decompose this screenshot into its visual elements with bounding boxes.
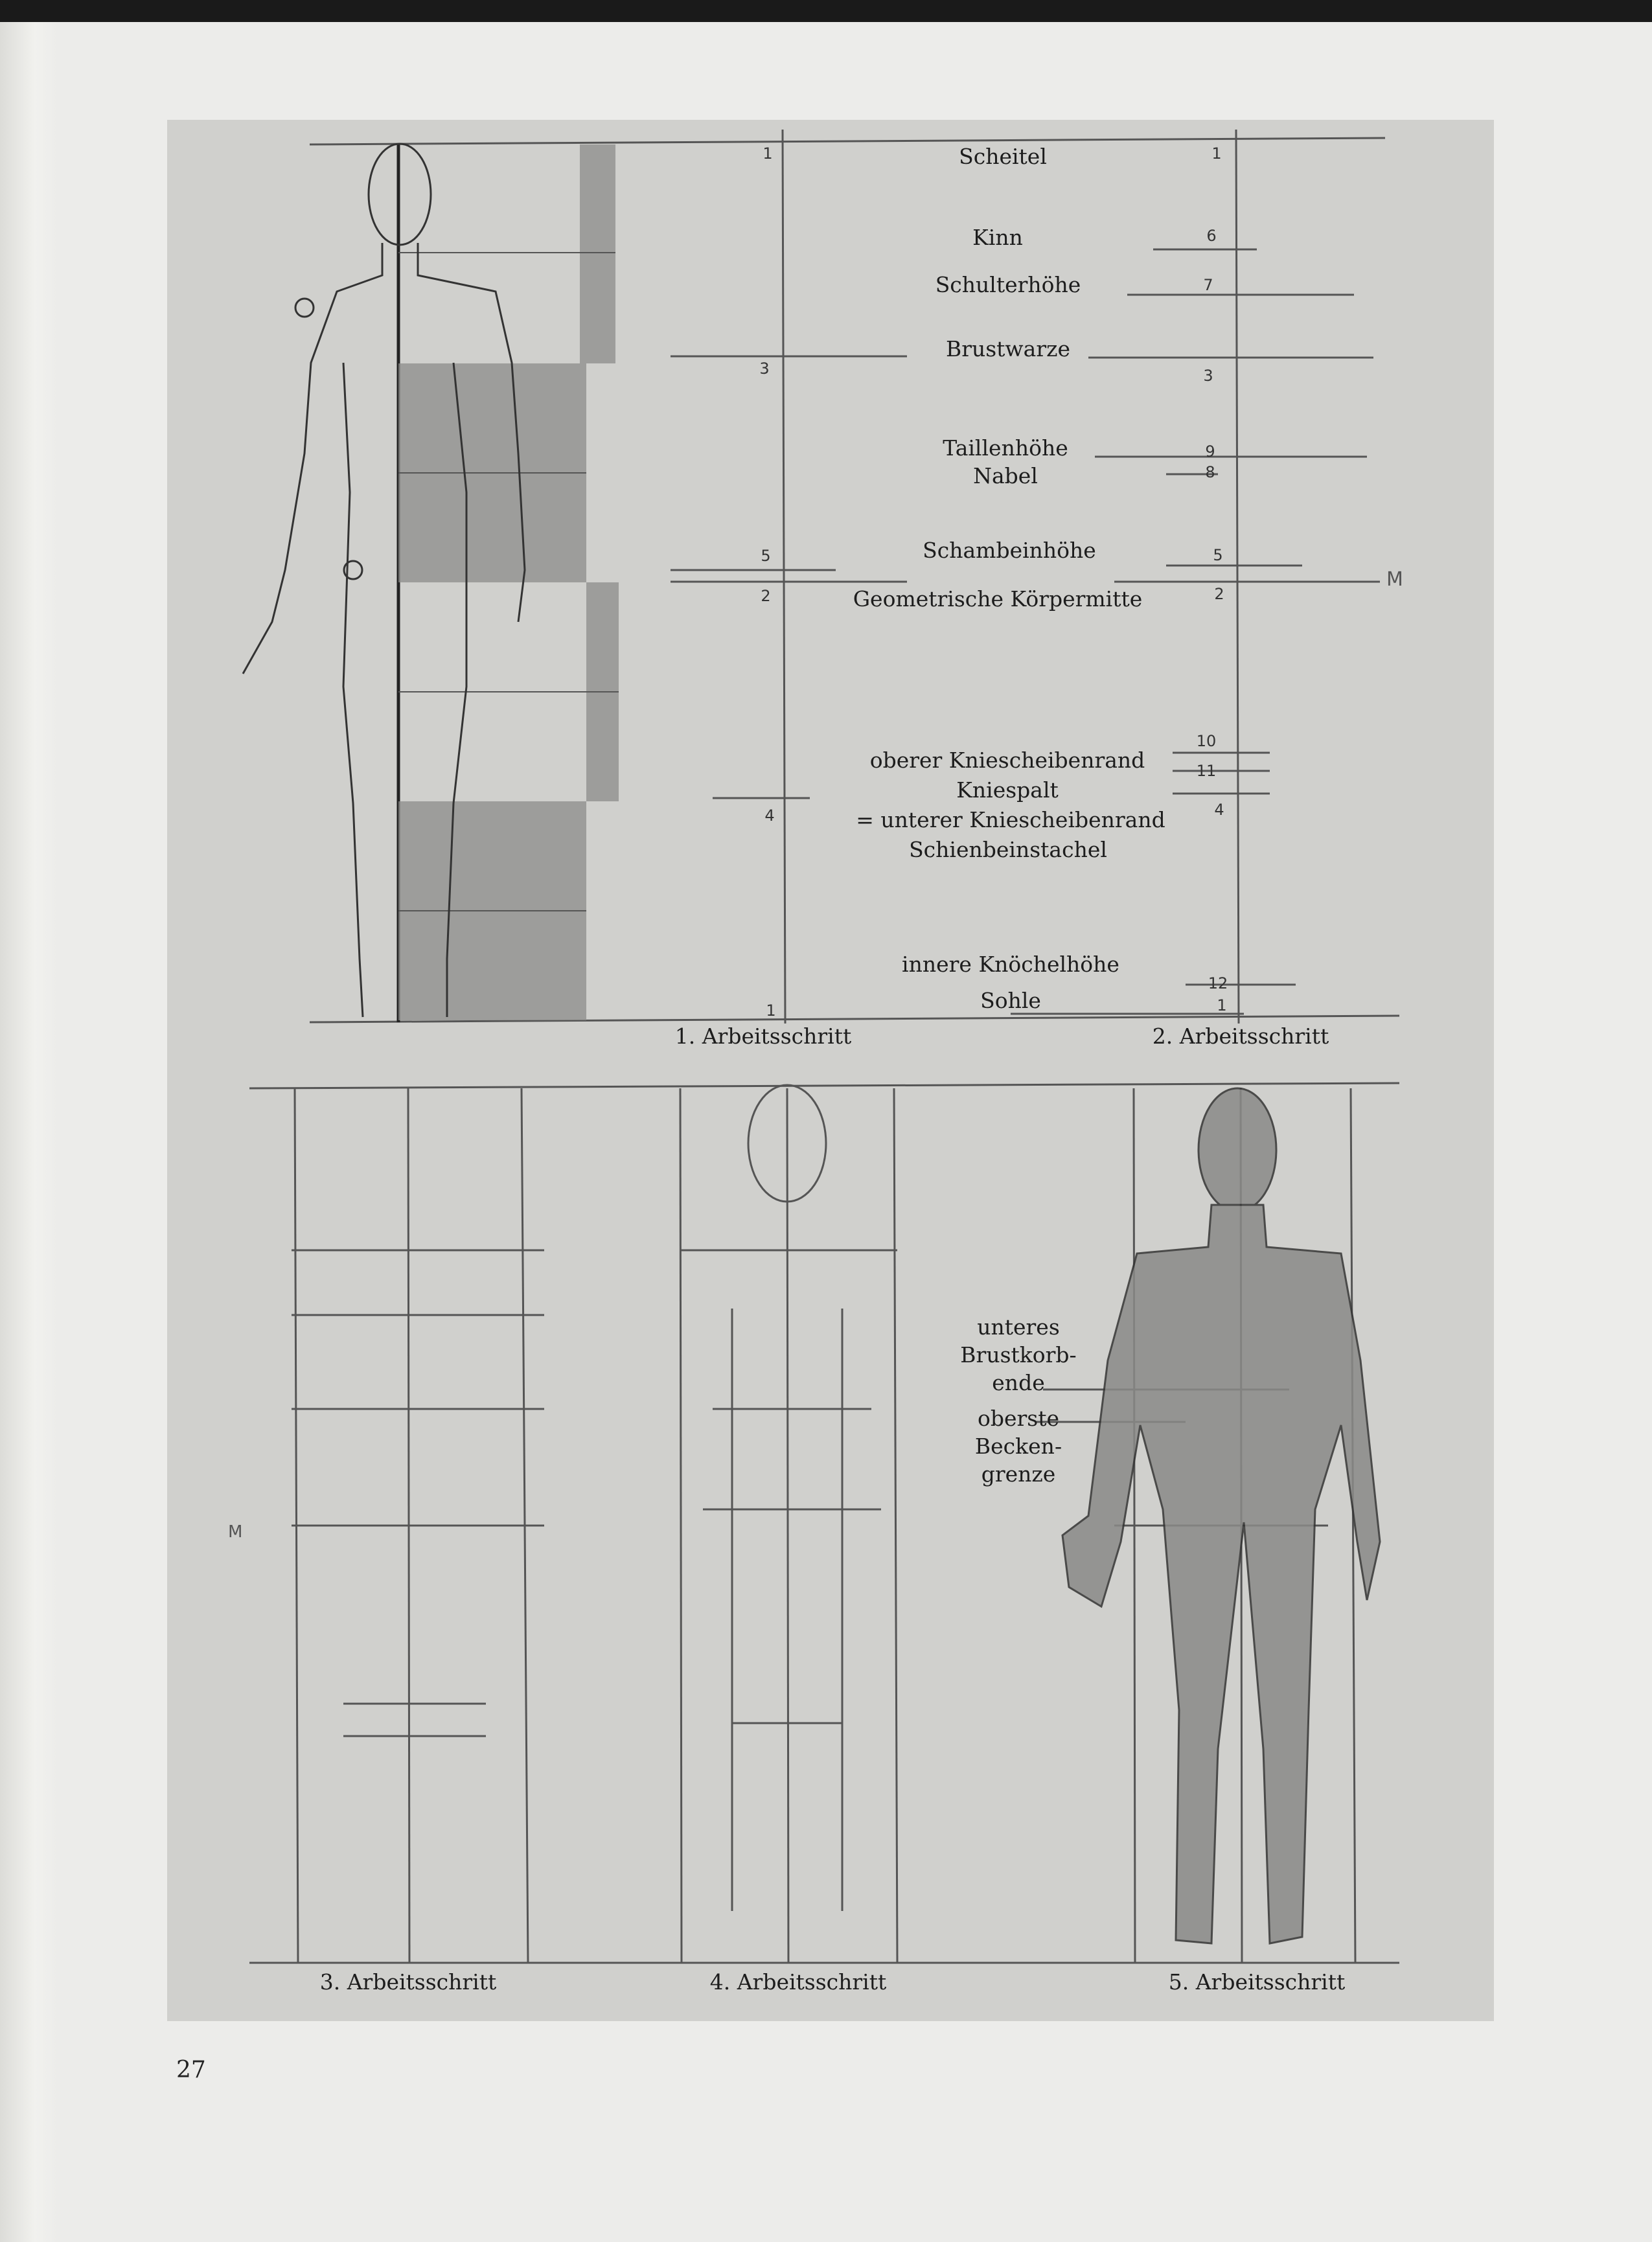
step1-num-schambein: 5 [761,547,771,565]
caption-step5: 5. Arbeitsschritt [1168,1969,1346,1995]
step5-figure [1062,1088,1380,1943]
step2-num-sohle: 1 [1217,996,1227,1014]
torso-label-brustkorb: Brustkorb- [960,1342,1077,1367]
landmark-taillenhoehe: Taillenhöhe [943,435,1068,461]
landmark-unterer-kniescheibenrand: = unterer Kniescheibenrand [856,807,1165,832]
step2-num-knoechel: 12 [1208,974,1228,992]
page-number: 27 [176,2057,206,2083]
torso-label-ende: ende [992,1370,1045,1395]
step2-num-mitte: 2 [1214,585,1224,603]
step2-num-brustwarze: 3 [1203,367,1213,385]
caption-step2: 2. Arbeitsschritt [1152,1024,1329,1049]
step2-num-kniespalt: 11 [1196,762,1217,780]
step2-num-schulter: 7 [1203,276,1213,294]
torso-label-unteres: unteres [977,1314,1060,1340]
bottom-top-line [249,1083,1399,1088]
landmark-nabel: Nabel [973,463,1038,488]
landmark-brustwarze: Brustwarze [945,336,1071,361]
landmark-oberer-kniescheibenrand: oberer Kniescheibenrand [869,748,1145,773]
caption-step3: 3. Arbeitsschritt [319,1969,497,1995]
step1-vertical-line [783,130,785,1024]
landmark-scheitel: Scheitel [959,144,1047,169]
landmark-schambeinhoehe: Schambeinhöhe [923,538,1096,563]
step1-num-scheitel: 1 [763,144,773,163]
torso-label-grenze: grenze [981,1461,1056,1487]
step2-num-taille: 9 [1205,442,1215,461]
proportion-blocks [398,144,619,1020]
step2-num-scheitel: 1 [1211,144,1222,163]
m-mark-bottom: M [228,1522,243,1542]
step2-num-kinn: 6 [1206,227,1217,245]
landmark-kinn: Kinn [972,225,1023,250]
torso-label-becken: Becken- [974,1434,1062,1459]
landmark-koerpermitte: Geometrische Körpermitte [853,586,1143,612]
caption-step4: 4. Arbeitsschritt [709,1969,887,1995]
step1-num-knie: 4 [764,806,775,825]
landmark-innere-knoechelhoehe: innere Knöchelhöhe [902,952,1119,977]
landmark-schulterhoehe: Schulterhöhe [935,272,1081,297]
landmark-sohle: Sohle [980,988,1041,1013]
scheitel-line [310,138,1385,144]
step2-vertical-line [1236,130,1239,1024]
caption-step1: 1. Arbeitsschritt [674,1024,852,1049]
step2-num-nabel: 8 [1205,463,1215,481]
step2-num-oberer-knie: 10 [1196,732,1217,750]
torso-label-oberste: oberste [977,1406,1060,1431]
step2-num-schambein: 5 [1213,546,1223,564]
m-mark-top: M [1386,568,1403,591]
step1-num-mitte: 2 [761,587,771,605]
landmark-kniespalt: Kniespalt [956,777,1059,803]
step2-num-unterer-knie: 4 [1214,801,1224,819]
step1-num-sohle: 1 [766,1001,776,1020]
landmark-schienbeinstachel: Schienbeinstachel [909,837,1107,862]
step1-num-brustwarze: 3 [759,360,770,378]
